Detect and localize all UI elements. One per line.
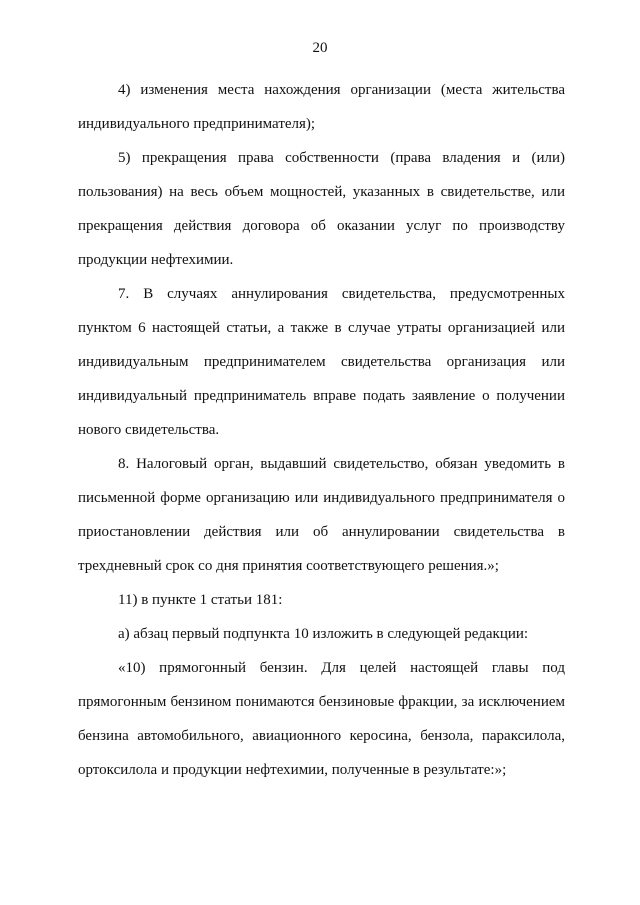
- page-number: 20: [312, 40, 328, 56]
- paragraph-subitem-a: а) абзац первый подпункта 10 изложить в следующей редакции:: [118, 626, 529, 642]
- document-body: [78, 73, 565, 787]
- paragraph-quote-10: «10) прямогонный бензин. Для целей настоящей главы под прямогонным бензином понимаются бензиновые фракции, за исключением бензина автомобильного, авиационного керосина, бензола, параксилола, ортоксилола и продукции нефтехимии, полученные в результате:»;: [78, 660, 565, 778]
- paragraph-item-4: 4) изменения места нахождения организации (места жительства индивидуального предпринимателя);: [78, 82, 565, 132]
- paragraph-item-5: 5) прекращения права собственности (права владения и (или) пользования) на весь объем мощностей, указанных в свидетельстве, или прекращения действия договора об оказании услуг по производству продукции нефтехимии.: [78, 150, 565, 268]
- paragraph-item-11: 11) в пункте 1 статьи 181:: [118, 592, 283, 608]
- paragraph-point-7: 7. В случаях аннулирования свидетельства, предусмотренных пунктом 6 настоящей статьи, а также в случае утраты организацией или индивидуальным предпринимателем свидетельства организация или индивидуальный предприниматель вправе подать заявление о получении нового свидетельства.: [78, 286, 565, 438]
- paragraph-point-8: 8. Налоговый орган, выдавший свидетельство, обязан уведомить в письменной форме организацию или индивидуального предпринимателя о приостановлении действия или об аннулировании свидетельства в трехдневный срок со дня принятия соответствующего решения.»;: [78, 456, 565, 574]
